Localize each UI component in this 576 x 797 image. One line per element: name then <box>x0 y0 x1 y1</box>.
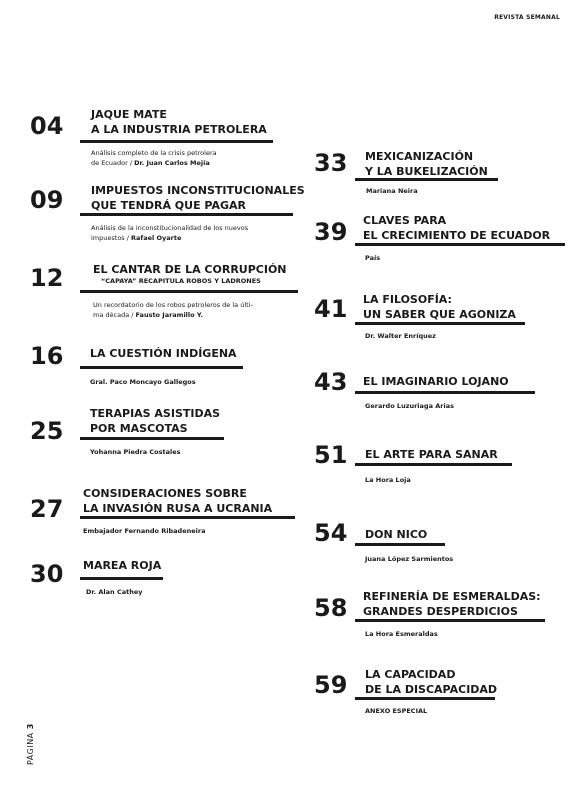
page-number: 59 <box>314 671 348 699</box>
article-author: Mariana Neira <box>366 187 418 195</box>
article-author: Juana López Sarmientos <box>365 555 454 563</box>
page-number: 16 <box>30 342 64 370</box>
article-author: La Hora Esmeraldas <box>365 630 438 638</box>
page-number: 25 <box>30 417 64 445</box>
article-title[interactable]: TERAPIAS ASISTIDAS POR MASCOTAS <box>90 407 221 435</box>
page-number: 30 <box>30 560 64 588</box>
page-number: 39 <box>314 218 348 246</box>
article-author: Embajador Fernando Ribadeneira <box>83 527 206 535</box>
article-title[interactable]: JAQUE MATE A LA INDUSTRIA PETROLERA <box>91 108 267 136</box>
title-underline <box>355 619 545 622</box>
title-underline <box>80 140 273 143</box>
article-title[interactable]: LA CUESTIÓN INDÍGENA <box>90 347 237 360</box>
article-description: Un recordatorio de los robos petroleros de la últi- ma década / Fausto Jaramillo Y. <box>93 301 253 319</box>
article-author: Rafael Oyarte <box>131 234 182 242</box>
title-underline <box>80 213 293 216</box>
page-number: 41 <box>314 295 348 323</box>
article-author: Fausto Jaramillo Y. <box>135 311 203 319</box>
title-underline <box>80 516 295 519</box>
title-underline <box>355 178 498 181</box>
article-title[interactable]: DON NICO <box>365 528 428 541</box>
article-title[interactable]: CONSIDERACIONES SOBRE LA INVASIÓN RUSA A UCRANIA <box>83 487 273 515</box>
article-title[interactable]: REFINERÍA DE ESMERALDAS: GRANDES DESPERDICIOS <box>363 590 541 618</box>
page-number: 43 <box>314 368 348 396</box>
pagina-number: 3 <box>26 723 35 730</box>
article-title[interactable]: EL IMAGINARIO LOJANO <box>363 375 509 388</box>
page-number: 33 <box>314 149 348 177</box>
article-author: Dr. Juan Carlos Mejía <box>134 159 210 167</box>
article-author: País <box>365 254 381 262</box>
article-author: La Hora Loja <box>365 476 411 484</box>
article-description: Análisis de la inconstitucionalidad de los nuevos impuestos / Rafael Oyarte <box>91 224 249 242</box>
article-title[interactable]: EL ARTE PARA SANAR <box>365 448 498 461</box>
article-title[interactable]: CLAVES PARA EL CRECIMIENTO DE ECUADOR <box>363 214 551 242</box>
page-number: 04 <box>30 112 64 140</box>
title-underline <box>355 243 565 246</box>
article-subtitle: “CAPAYA” RECAPITULA ROBOS Y LADRONES <box>101 277 261 285</box>
article-author: Dr. Walter Enríquez <box>365 332 436 340</box>
page-number: 09 <box>30 186 64 214</box>
article-author: Gerardo Luzuriaga Arias <box>365 402 454 410</box>
page-number: 58 <box>314 594 348 622</box>
article-author: Gral. Paco Moncayo Gallegos <box>90 378 196 386</box>
title-underline <box>80 437 224 440</box>
page-number: 54 <box>314 519 348 547</box>
article-author: Yohanna Piedra Costales <box>90 448 181 456</box>
magazine-name: REVISTA SEMANAL <box>494 14 560 21</box>
article-title[interactable]: MEXICANIZACIÓN Y LA BUKELIZACIÓN <box>365 150 488 178</box>
pagina-label: PÁGINA <box>26 732 35 765</box>
article-description: Análisis completo de la crisis petrolera de Ecuador / Dr. Juan Carlos Mejía <box>91 149 217 167</box>
page-number: 12 <box>30 264 64 292</box>
article-title[interactable]: EL CANTAR DE LA CORRUPCIÓN “CAPAYA” RECAPITULA ROBOS Y LADRONES <box>93 263 287 285</box>
article-author: ANEXO ESPECIAL <box>365 707 428 715</box>
title-underline <box>80 577 163 580</box>
article-author: Dr. Alan Cathey <box>86 588 143 596</box>
title-underline <box>355 391 535 394</box>
article-title[interactable]: LA CAPACIDAD DE LA DISCAPACIDAD <box>365 668 498 696</box>
title-underline <box>80 366 243 369</box>
page-number: 51 <box>314 441 348 469</box>
title-underline <box>355 697 495 700</box>
page-footer-label <box>26 723 35 765</box>
title-underline <box>355 543 445 546</box>
article-title[interactable]: MAREA ROJA <box>83 559 162 572</box>
article-title[interactable]: LA FILOSOFÍA: UN SABER QUE AGONIZA <box>363 293 516 321</box>
page-number: 27 <box>30 495 64 523</box>
title-underline <box>355 463 512 466</box>
title-underline <box>355 322 525 325</box>
title-underline <box>80 290 298 293</box>
article-title[interactable]: IMPUESTOS INCONSTITUCIONALES QUE TENDRÁ QUE PAGAR <box>91 184 305 212</box>
